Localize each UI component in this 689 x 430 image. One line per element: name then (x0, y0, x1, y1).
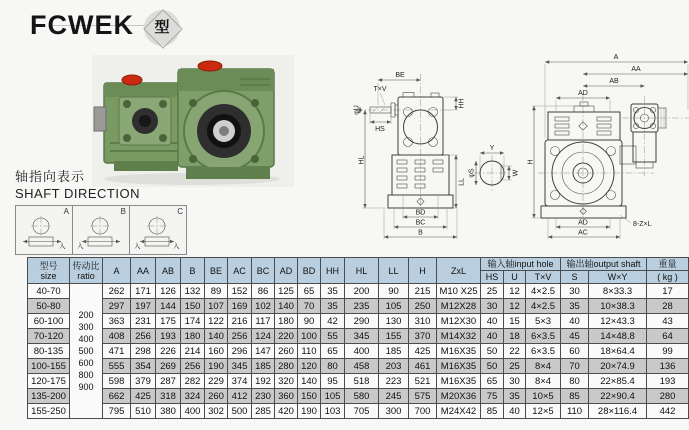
col-header-AB: AB (156, 258, 181, 284)
cell-dim: 354 (131, 359, 156, 374)
cell-dim: 125 (275, 284, 298, 299)
cell-input: 30 (481, 299, 504, 314)
cell-dim: 180 (181, 329, 205, 344)
shaft-direction-section (15, 166, 187, 255)
cell-dim: 320 (275, 374, 298, 389)
col-header-U: U (504, 271, 526, 284)
cell-dim: 245 (379, 389, 409, 404)
cell-output: 28×116.4 (589, 404, 647, 419)
cell-size: 70-120 (28, 329, 70, 344)
cell-weight: 99 (647, 344, 689, 359)
cell-dim: 220 (275, 329, 298, 344)
cell-input: 6×3.5 (526, 344, 561, 359)
input-mark-right: 入 (173, 243, 180, 250)
dim-label-AD-bottom: AD (578, 219, 588, 227)
col-header-BE: BE (205, 258, 228, 284)
cell-dim: 575 (409, 389, 437, 404)
col-header-AC: AC (228, 258, 252, 284)
cell-dim: 296 (228, 344, 252, 359)
cell-dim: 214 (181, 344, 205, 359)
cell-dim: 260 (205, 389, 228, 404)
cell-dim: 180 (275, 314, 298, 329)
cell-weight: 442 (647, 404, 689, 419)
cell-dim: 370 (409, 329, 437, 344)
cell-input: 18 (504, 329, 526, 344)
cell-dim: 132 (181, 284, 205, 299)
dim-label-8ZxL: 8-Z×L (633, 221, 652, 228)
cell-dim: 262 (103, 284, 131, 299)
dim-label-phiU: φU (353, 105, 361, 115)
cell-dim: 140 (275, 299, 298, 314)
shaft-direction-title-zh: 轴指向表示 (15, 169, 86, 184)
cell-input: 6×3.5 (526, 329, 561, 344)
cell-dim: 192 (252, 374, 275, 389)
type-badge (142, 8, 182, 48)
cell-output: 8×33.3 (589, 284, 647, 299)
cell-size: 155-250 (28, 404, 70, 419)
cell-dim: 103 (321, 404, 345, 419)
cell-dim: 555 (103, 359, 131, 374)
dim-label-HL: HL (358, 155, 366, 165)
gearbox-glyph-icon (20, 214, 66, 250)
cell-dim: 190 (205, 359, 228, 374)
cell-dim: 169 (228, 299, 252, 314)
group-header-input: 输入轴input hole (481, 258, 561, 271)
dim-label-BC: BC (415, 219, 426, 227)
input-mark-left: 入 (77, 243, 84, 250)
cell-input: 10×5 (526, 389, 561, 404)
dimension-table (27, 257, 689, 419)
cell-dim: 598 (103, 374, 131, 389)
cell-input: 40 (504, 404, 526, 419)
cell-dim: 302 (205, 404, 228, 419)
table-row (28, 344, 689, 359)
col-header-W×Y: W×Y (589, 271, 647, 284)
cell-dim: 175 (156, 314, 181, 329)
cell-dim: 102 (252, 299, 275, 314)
cell-input: 40 (481, 329, 504, 344)
col-header-S: S (561, 271, 589, 284)
cell-dim: 90 (298, 314, 321, 329)
cell-dim: 160 (205, 344, 228, 359)
cell-dim: 190 (298, 404, 321, 419)
cell-output: 30 (561, 284, 589, 299)
cell-weight: 43 (647, 314, 689, 329)
shaft-direction-title-en: SHAFT DIRECTION (15, 186, 140, 201)
cell-dim: 235 (345, 299, 379, 314)
cell-input: 85 (481, 404, 504, 419)
title-row (30, 8, 230, 52)
page-title: FCWEK (30, 10, 134, 40)
table-row (28, 374, 689, 389)
col-header-AD: AD (275, 258, 298, 284)
cell-output: 60 (561, 344, 589, 359)
cell-input: 5×3 (526, 314, 561, 329)
cell-dim: 200 (345, 284, 379, 299)
cell-dim: 256 (228, 329, 252, 344)
cell-dim: 35 (321, 284, 345, 299)
cell-dim: 795 (103, 404, 131, 419)
cell-dim: 174 (181, 314, 205, 329)
cell-input: 12×5 (526, 404, 561, 419)
cell-dim: 400 (181, 404, 205, 419)
dim-label-phiS: φS (468, 168, 476, 178)
cell-dim: 269 (156, 359, 181, 374)
technical-drawings (352, 48, 689, 260)
table-row (28, 299, 689, 314)
cell-output: 40 (561, 314, 589, 329)
cell-dim: 256 (181, 359, 205, 374)
cell-dim: 105 (321, 389, 345, 404)
cell-dim: 297 (103, 299, 131, 314)
shaft-direction-box-a (15, 205, 73, 255)
cell-dim: 155 (379, 329, 409, 344)
cell-dim: 310 (409, 314, 437, 329)
col-header-weight-unit: ( kg ) (647, 271, 689, 284)
cell-dim: 705 (345, 404, 379, 419)
box-label: C (177, 207, 183, 216)
col-header-BD: BD (298, 258, 321, 284)
cell-dim: 193 (156, 329, 181, 344)
cell-dim: 140 (205, 329, 228, 344)
cell-weight: 136 (647, 359, 689, 374)
shaft-direction-boxes (15, 205, 187, 255)
cell-output: 35 (561, 299, 589, 314)
left-oil-cap (122, 75, 142, 85)
dim-label-TxV: T×V (373, 86, 387, 93)
col-header-LL: LL (379, 258, 409, 284)
cell-size: 135-200 (28, 389, 70, 404)
cell-zxl: M12X30 (437, 314, 481, 329)
output-shaft-detail (469, 145, 520, 191)
cell-zxl: M14X32 (437, 329, 481, 344)
cell-size: 40-70 (28, 284, 70, 299)
cell-dim: 126 (156, 284, 181, 299)
table-row (28, 389, 689, 404)
cell-dim: 89 (205, 284, 228, 299)
cell-ratio: 200 300 400 500 600 800 900 (70, 284, 103, 419)
cell-dim: 144 (156, 299, 181, 314)
cell-dim: 318 (156, 389, 181, 404)
cell-input: 50 (481, 359, 504, 374)
shaft-direction-box-b (73, 205, 130, 255)
col-header-HS: HS (481, 271, 504, 284)
cell-input: 4×2.5 (526, 299, 561, 314)
cell-dim: 65 (298, 284, 321, 299)
cell-zxl: M24X42 (437, 404, 481, 419)
cell-dim: 215 (409, 284, 437, 299)
shaft-direction-box-c (130, 205, 187, 255)
cell-dim: 185 (252, 359, 275, 374)
col-header-HL: HL (345, 258, 379, 284)
cell-input: 12 (504, 299, 526, 314)
cell-dim: 458 (345, 359, 379, 374)
cell-input: 25 (481, 284, 504, 299)
col-header-size: 型号 size (28, 258, 70, 284)
type-badge-char: 型 (154, 19, 170, 36)
cell-output: 70 (561, 359, 589, 374)
dim-label-B: B (418, 229, 423, 237)
dim-label-HH: HH (458, 98, 466, 109)
dim-label-W: W (512, 169, 520, 177)
table-row (28, 359, 689, 374)
cell-zxl: M16X35 (437, 374, 481, 389)
cell-dim: 35 (321, 299, 345, 314)
cell-dim: 150 (181, 299, 205, 314)
gearbox-glyph-icon (134, 214, 180, 250)
cell-output: 80 (561, 374, 589, 389)
cell-dim: 65 (321, 344, 345, 359)
dim-label-AD-top: AD (578, 90, 588, 97)
cell-dim: 120 (298, 359, 321, 374)
cell-dim: 287 (156, 374, 181, 389)
cell-dim: 231 (131, 314, 156, 329)
cell-dim: 461 (409, 359, 437, 374)
cell-input: 75 (481, 389, 504, 404)
table-row (28, 284, 689, 299)
cell-dim: 147 (252, 344, 275, 359)
cell-dim: 86 (252, 284, 275, 299)
cell-dim: 140 (298, 374, 321, 389)
dim-label-LL: LL (458, 178, 466, 186)
cell-size: 50-80 (28, 299, 70, 314)
dim-label-HS: HS (375, 126, 385, 133)
cell-output: 14×48.8 (589, 329, 647, 344)
dim-label-AA: AA (631, 66, 641, 73)
col-header-ratio: 传动比 ratio (70, 258, 103, 284)
cell-dim: 521 (409, 374, 437, 389)
table-body (28, 284, 689, 419)
cell-dim: 80 (321, 359, 345, 374)
cell-input: 8×4 (526, 374, 561, 389)
cell-dim: 124 (252, 329, 275, 344)
cell-dim: 510 (131, 404, 156, 419)
cell-dim: 226 (156, 344, 181, 359)
col-header-A: A (103, 258, 131, 284)
cell-zxl: M10 X25 (437, 284, 481, 299)
cell-input: 4×2.5 (526, 284, 561, 299)
cell-dim: 374 (228, 374, 252, 389)
cell-output: 18×64.4 (589, 344, 647, 359)
cell-size: 80-135 (28, 344, 70, 359)
cell-size: 60-100 (28, 314, 70, 329)
dim-label-Y: Y (489, 145, 495, 152)
cell-dim: 100 (298, 329, 321, 344)
cell-input: 8×4 (526, 359, 561, 374)
col-header-AA: AA (131, 258, 156, 284)
cell-output: 22×85.4 (589, 374, 647, 389)
cell-dim: 171 (131, 284, 156, 299)
cell-dim: 363 (103, 314, 131, 329)
cell-dim: 324 (181, 389, 205, 404)
cell-output: 85 (561, 389, 589, 404)
cell-dim: 471 (103, 344, 131, 359)
dim-label-A: A (613, 54, 619, 61)
cell-dim: 197 (131, 299, 156, 314)
cell-output: 45 (561, 329, 589, 344)
cell-weight: 64 (647, 329, 689, 344)
cell-input: 12 (504, 284, 526, 299)
cell-output: 10×38.3 (589, 299, 647, 314)
cell-dim: 345 (228, 359, 252, 374)
cell-dim: 185 (379, 344, 409, 359)
input-mark-right: 入 (59, 243, 66, 250)
cell-output: 22×90.4 (589, 389, 647, 404)
cell-dim: 662 (103, 389, 131, 404)
side-view-drawing (528, 54, 689, 239)
col-header-T×V: T×V (526, 271, 561, 284)
group-header-output: 输出轴output shaft (561, 258, 647, 271)
cell-dim: 95 (321, 374, 345, 389)
cell-dim: 117 (252, 314, 275, 329)
cell-dim: 518 (345, 374, 379, 389)
cell-output: 12×43.3 (589, 314, 647, 329)
cell-dim: 380 (156, 404, 181, 419)
cell-dim: 280 (275, 359, 298, 374)
cell-dim: 700 (409, 404, 437, 419)
cell-dim: 107 (205, 299, 228, 314)
cell-input: 35 (504, 389, 526, 404)
cell-dim: 250 (409, 299, 437, 314)
cell-output: 20×74.9 (589, 359, 647, 374)
cell-dim: 420 (275, 404, 298, 419)
dim-label-BD: BD (415, 209, 426, 217)
cell-dim: 229 (205, 374, 228, 389)
box-label: A (63, 207, 69, 216)
cell-zxl: M12X28 (437, 299, 481, 314)
cell-dim: 230 (252, 389, 275, 404)
cell-dim: 216 (228, 314, 252, 329)
cell-dim: 256 (131, 329, 156, 344)
cell-dim: 130 (379, 314, 409, 329)
table-head (28, 258, 689, 284)
col-header-B: B (181, 258, 205, 284)
cell-weight: 28 (647, 299, 689, 314)
cell-dim: 345 (345, 329, 379, 344)
cell-dim: 425 (131, 389, 156, 404)
cell-zxl: M16X35 (437, 344, 481, 359)
dim-label-H: H (527, 159, 535, 165)
right-oil-cap (198, 61, 222, 71)
cell-dim: 379 (131, 374, 156, 389)
col-header-weight: 重量 (647, 258, 689, 271)
table-row (28, 329, 689, 344)
cell-input: 15 (504, 314, 526, 329)
cell-weight: 17 (647, 284, 689, 299)
col-header-HH: HH (321, 258, 345, 284)
dim-label-BE: BE (395, 72, 405, 79)
cell-dim: 150 (298, 389, 321, 404)
cell-dim: 360 (275, 389, 298, 404)
input-mark-left: 入 (134, 243, 141, 250)
col-header-BC: BC (252, 258, 275, 284)
cell-dim: 412 (228, 389, 252, 404)
cell-dim: 300 (379, 404, 409, 419)
dim-label-AB: AB (609, 78, 619, 85)
table-row (28, 314, 689, 329)
dim-label-AC: AC (578, 229, 588, 237)
cell-input: 65 (481, 374, 504, 389)
gearbox-glyph-icon (77, 214, 123, 250)
cell-dim: 90 (379, 284, 409, 299)
cell-dim: 580 (345, 389, 379, 404)
cell-dim: 290 (345, 314, 379, 329)
table-row (28, 404, 689, 419)
cell-dim: 70 (298, 299, 321, 314)
cell-input: 22 (504, 344, 526, 359)
cell-input: 25 (504, 359, 526, 374)
cell-size: 120-175 (28, 374, 70, 389)
col-header-ZxL: ZxL (437, 258, 481, 284)
cell-dim: 500 (228, 404, 252, 419)
cell-input: 30 (504, 374, 526, 389)
cell-input: 50 (481, 344, 504, 359)
cell-dim: 203 (379, 359, 409, 374)
cell-dim: 260 (275, 344, 298, 359)
cell-weight: 280 (647, 389, 689, 404)
cell-output: 110 (561, 404, 589, 419)
cell-zxl: M16X35 (437, 359, 481, 374)
cell-dim: 152 (228, 284, 252, 299)
front-view-drawing (354, 72, 466, 239)
cell-weight: 193 (647, 374, 689, 389)
cell-dim: 42 (321, 314, 345, 329)
cell-dim: 298 (131, 344, 156, 359)
cell-dim: 122 (205, 314, 228, 329)
cell-dim: 282 (181, 374, 205, 389)
cell-dim: 400 (345, 344, 379, 359)
cell-dim: 425 (409, 344, 437, 359)
cell-dim: 110 (298, 344, 321, 359)
col-header-H: H (409, 258, 437, 284)
box-label: B (120, 207, 126, 216)
cell-dim: 285 (252, 404, 275, 419)
cell-dim: 223 (379, 374, 409, 389)
cell-zxl: M20X36 (437, 389, 481, 404)
cell-dim: 105 (379, 299, 409, 314)
cell-size: 100-155 (28, 359, 70, 374)
cell-dim: 408 (103, 329, 131, 344)
cell-input: 40 (481, 314, 504, 329)
cell-dim: 55 (321, 329, 345, 344)
